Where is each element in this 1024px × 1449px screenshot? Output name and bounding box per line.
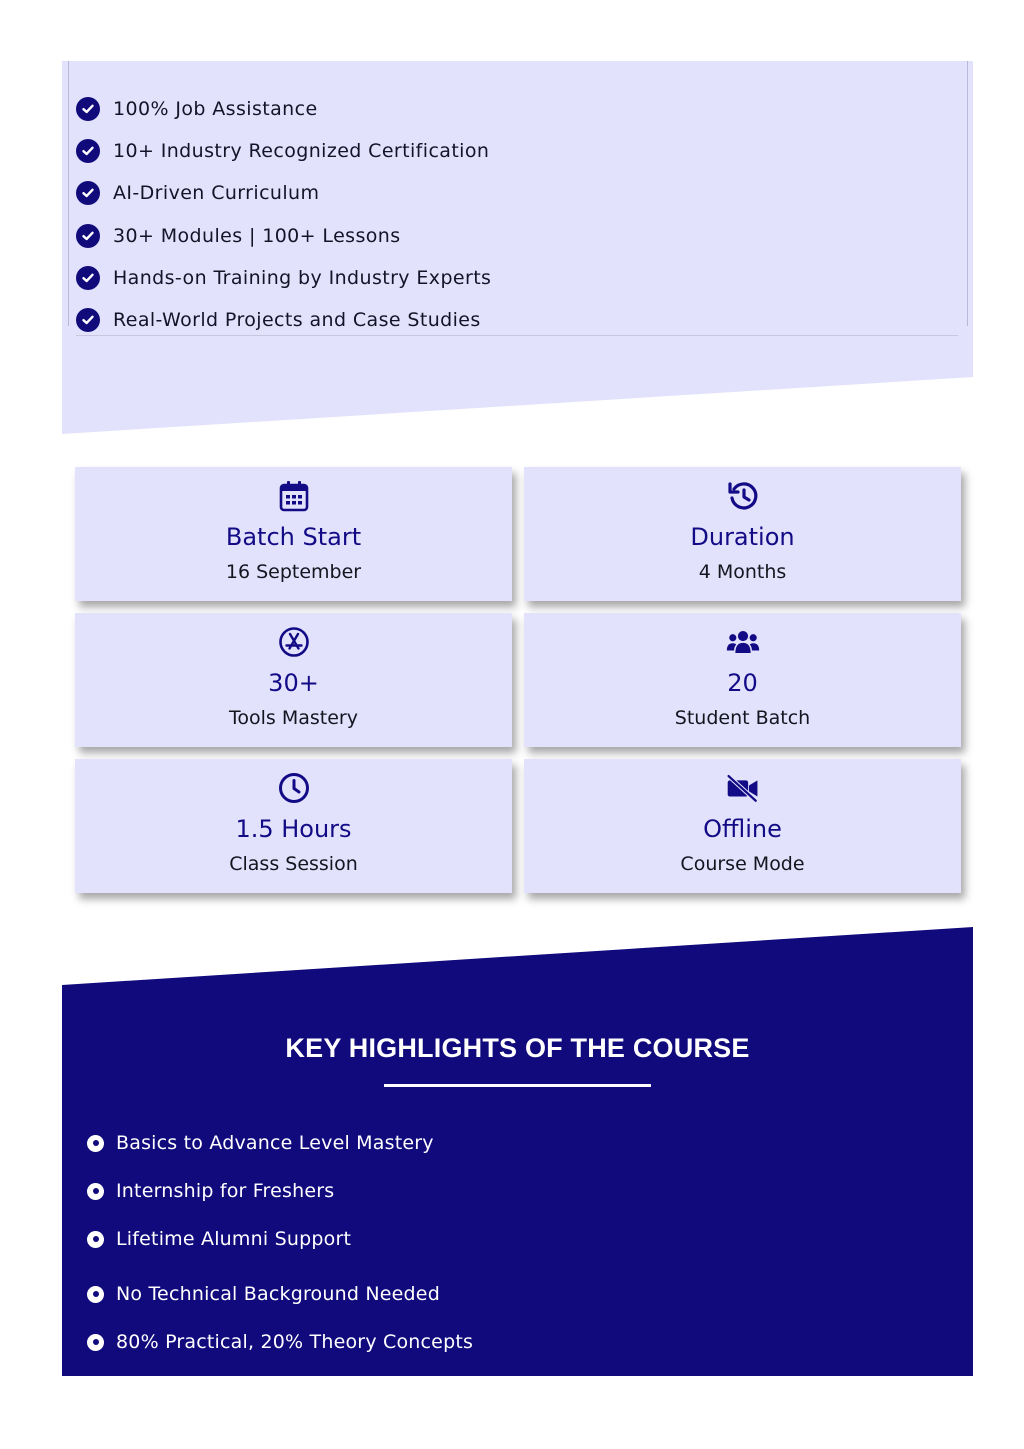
feature-item xyxy=(76,130,491,172)
feature-label: 30+ Modules | 100+ Lessons xyxy=(113,224,401,247)
card-duration xyxy=(524,467,961,601)
card-label: Tools Mastery xyxy=(229,707,358,729)
card-label: Student Batch xyxy=(674,707,811,729)
card-label: 4 Months xyxy=(698,561,787,583)
card-value: 1.5 Hours xyxy=(235,815,352,843)
card-value: 30+ xyxy=(268,669,319,697)
feature-label: Real-World Projects and Case Studies xyxy=(113,309,481,332)
card-value: Batch Start xyxy=(225,523,362,551)
feature-label: AI-Driven Curriculum xyxy=(113,182,320,205)
card-students xyxy=(524,613,961,747)
card-label: Course Mode xyxy=(680,853,805,875)
bullet-dot-icon xyxy=(87,1231,104,1248)
card-value: Offline xyxy=(703,815,782,843)
card-label: 16 September xyxy=(225,561,362,583)
calendar-icon xyxy=(277,479,311,513)
card-class-session xyxy=(75,759,512,893)
highlight-label: 80% Practical, 20% Theory Concepts xyxy=(116,1331,474,1353)
check-circle-icon xyxy=(76,224,100,248)
feature-item xyxy=(76,88,491,130)
highlight-item xyxy=(87,1283,440,1305)
feature-item xyxy=(76,299,491,341)
bullet-dot-icon xyxy=(87,1286,104,1303)
highlight-label: Internship for Freshers xyxy=(116,1180,335,1202)
history-icon xyxy=(726,479,760,513)
highlight-item xyxy=(87,1228,351,1250)
highlight-label: No Technical Background Needed xyxy=(116,1283,440,1305)
video-off-icon xyxy=(726,771,760,805)
highlights-title: KEY HIGHLIGHTS OF THE COURSE xyxy=(285,1033,750,1063)
check-circle-icon xyxy=(76,139,100,163)
feature-label: Hands-on Training by Industry Experts xyxy=(113,266,492,289)
title-underline xyxy=(384,1084,651,1087)
check-circle-icon xyxy=(76,308,100,332)
card-value: Duration xyxy=(690,523,795,551)
highlight-item xyxy=(87,1331,473,1353)
card-value: 20 xyxy=(727,669,758,697)
feature-label: 10+ Industry Recognized Certification xyxy=(113,140,490,163)
check-circle-icon xyxy=(76,97,100,121)
card-tools xyxy=(75,613,512,747)
card-course-mode xyxy=(524,759,961,893)
check-circle-icon xyxy=(76,181,100,205)
highlight-label: Lifetime Alumni Support xyxy=(116,1228,352,1250)
card-label: Class Session xyxy=(229,853,358,875)
bullet-dot-icon xyxy=(87,1183,104,1200)
app-store-icon xyxy=(277,625,311,659)
bullet-dot-icon xyxy=(87,1334,104,1351)
feature-item xyxy=(76,257,491,299)
highlight-label: Basics to Advance Level Mastery xyxy=(116,1132,434,1154)
feature-item xyxy=(76,172,491,214)
users-icon xyxy=(726,625,760,659)
feature-list xyxy=(76,88,491,341)
feature-label: 100% Job Assistance xyxy=(113,98,318,121)
feature-item xyxy=(76,215,491,257)
highlight-item xyxy=(87,1180,334,1202)
highlight-item xyxy=(87,1132,434,1154)
check-circle-icon xyxy=(76,266,100,290)
clock-icon xyxy=(277,771,311,805)
card-batch-start xyxy=(75,467,512,601)
bullet-dot-icon xyxy=(87,1135,104,1152)
